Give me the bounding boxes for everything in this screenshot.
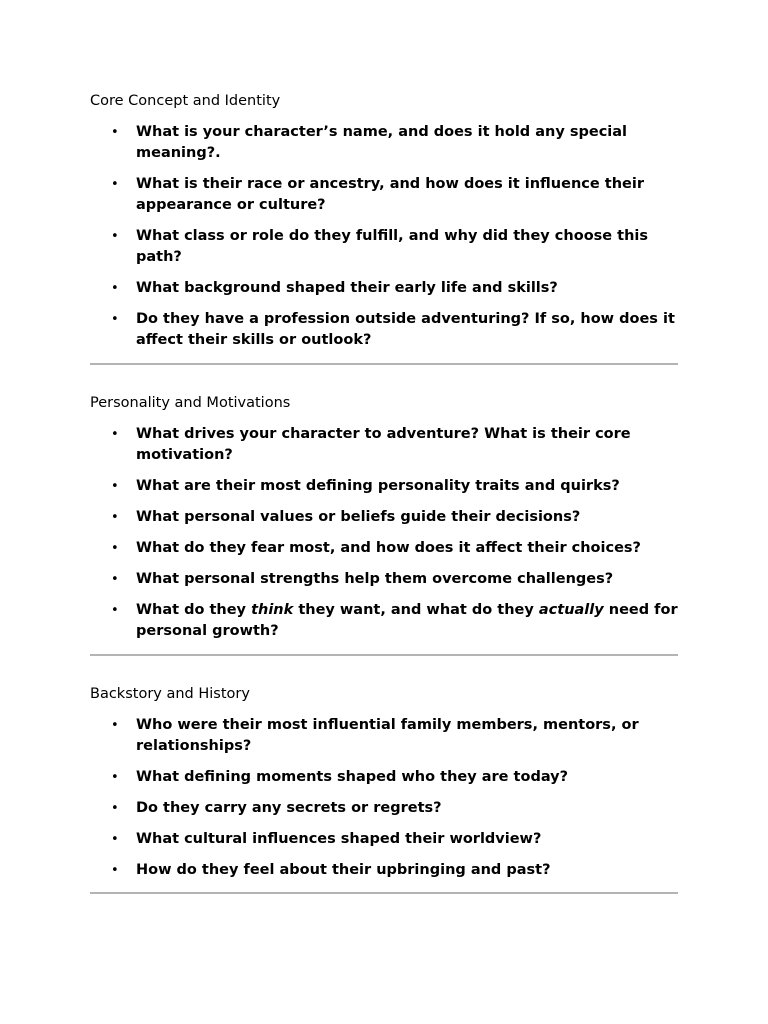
bullet-icon: • [111,427,119,442]
bullet-icon: • [111,541,119,556]
section-heading: Backstory and History [90,686,250,702]
section-core-concept [90,91,678,361]
section-heading: Personality and Motivations [90,395,291,411]
question-text: What drives your character to adventure? What is their core motivation? [136,426,631,463]
bullet-icon: • [111,801,119,816]
bullet-icon: • [111,603,119,618]
bullet-icon: • [111,718,119,733]
list-item [90,226,678,268]
question-text: What is their race or ancestry, and how does it influence their appearance or culture? [136,176,644,213]
list-item [90,174,678,216]
question-text: What cultural influences shaped their worldview? [136,831,542,847]
bullet-icon: • [111,281,119,296]
question-text: What do they fear most, and how does it affect their choices? [136,540,641,556]
section-divider [90,892,678,894]
question-text: What are their most defining personality traits and quirks? [136,478,620,494]
bullet-icon: • [111,832,119,847]
list-item [90,122,678,164]
list-item [90,278,678,299]
list-item [90,600,678,642]
question-text: What personal values or beliefs guide their decisions? [136,509,581,525]
bullet-icon: • [111,572,119,587]
bullet-icon: • [111,312,119,327]
question-text: What is your character’s name, and does it hold any special meaning?. [136,124,628,161]
question-text: What background shaped their early life and skills? [136,280,558,296]
question-text: How do they feel about their upbringing and past? [136,862,551,878]
list-item [90,507,678,528]
bullet-icon: • [111,125,119,140]
list-item [90,715,678,757]
question-list [90,715,678,881]
bullet-icon: • [111,177,119,192]
section-divider [90,363,678,365]
question-text-part: need for personal growth? [136,602,678,639]
bullet-icon: • [111,863,119,878]
question-text-part: What do they [136,602,252,618]
section-backstory [90,684,678,891]
list-item [90,860,678,881]
list-item [90,569,678,590]
question-text: What defining moments shaped who they are today? [136,769,569,785]
question-text: Do they carry any secrets or regrets? [136,800,442,816]
list-item [90,767,678,788]
emphasis-think: think [251,602,294,618]
question-list [90,122,678,351]
list-item [90,476,678,497]
bullet-icon: • [111,770,119,785]
bullet-icon: • [111,229,119,244]
question-text: What class or role do they fulfill, and why did they choose this path? [136,228,649,265]
question-text: What personal strengths help them overcome challenges? [136,571,614,587]
emphasis-actually: actually [538,602,604,618]
question-text: Do they have a profession outside adventuring? If so, how does it affect their skills or outlook? [136,311,675,348]
section-heading: Core Concept and Identity [90,93,281,109]
list-item [90,309,678,351]
list-item [90,424,678,466]
list-item [90,829,678,850]
section-divider [90,654,678,656]
question-text: Who were their most influential family members, mentors, or relationships? [136,717,639,754]
bullet-icon: • [111,479,119,494]
section-personality [90,393,678,652]
question-text-part: they want, and what do they [293,602,539,618]
list-item [90,798,678,819]
question-list [90,424,678,642]
list-item [90,538,678,559]
question-text [136,602,678,639]
bullet-icon: • [111,510,119,525]
